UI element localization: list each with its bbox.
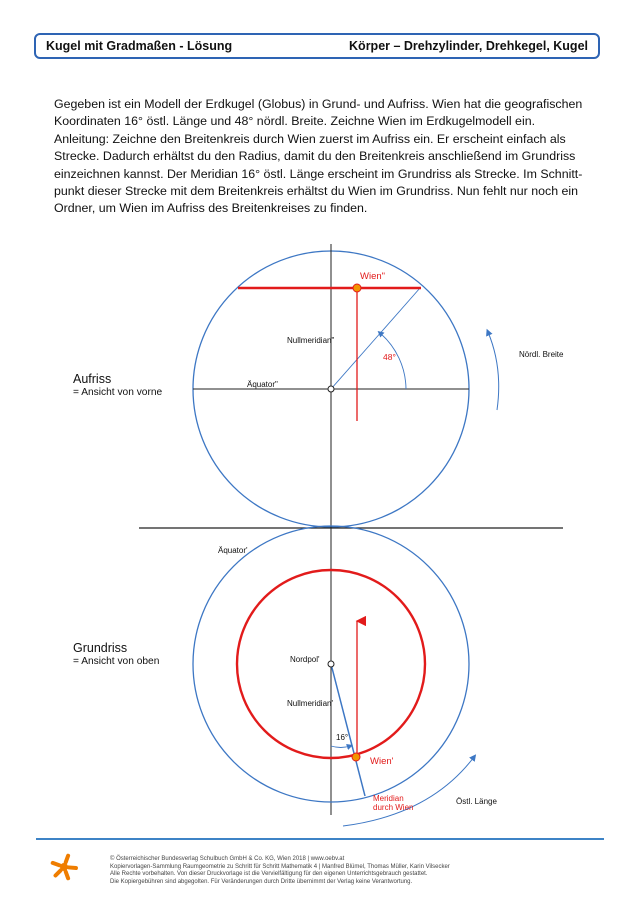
angle-label-16: 16° [336, 733, 349, 742]
nordpol-point [328, 661, 334, 667]
task-line: Gegeben ist ein Modell der Erdkugel (Globus) in Grund- und Aufriss. Wien hat die geografischen [54, 97, 583, 111]
meridian-label-line2: durch Wien [373, 803, 414, 812]
footer-line: © Österreichischer Bundesverlag Schulbuch GmbH & Co. KG, Wien 2018 | www.oebv.at [110, 856, 345, 862]
footer-copyright [110, 856, 580, 886]
publisher-logo [50, 853, 78, 881]
angle-arc-16 [331, 746, 350, 748]
task-line: Koordinaten 16° östl. Länge und 48° nördl. Breite. Zeichne Wien im Erdkugelmodell ein. [54, 114, 536, 129]
wien-label-grundriss: Wien' [370, 756, 394, 767]
nullmeridian-label-aufriss: Nullmeridian" [287, 336, 335, 345]
wien-point-grundriss [352, 753, 360, 761]
task-line: punkt dieser Strecke mit dem Breitenkreis erhältst du Wien im Grundriss. Nun fehlt nur noch ein [54, 184, 579, 199]
footer-line: Alle Rechte vorbehalten. Von dieser Druckvorlage ist die Vervielfältigung für den eigenen Unterrichtsgebrauch gestattet. [110, 871, 428, 878]
task-line: Ordner, um Wien im Aufriss des Breitenkreises zu finden. [54, 201, 368, 216]
longitude-direction-arrow [343, 757, 474, 826]
topic-title: Körper – Drehzylinder, Drehkegel, Kugel [349, 39, 588, 53]
noerdl-breite-label: Nördl. Breite [519, 350, 564, 359]
footer-line: Kopiervorlagen-Sammlung Raumgeometrie zu Schritt für Schritt Mathematik 4 | Manfred Blümel, Thomas Müller, Karin Vilsecker [110, 863, 450, 870]
task-line: Strecke. Dadurch erhältst du den Radius, damit du den Breitenkreis anschließend im Grundriss [54, 149, 576, 164]
latitude-direction-arrow [488, 332, 499, 410]
task-line: Anleitung: Zeichne den Breitenkreis durch Wien zuerst im Aufriss ein. Er erscheint einfach als [54, 131, 566, 146]
meridian-wien-line [331, 664, 365, 796]
grundriss-title: Grundriss [73, 641, 128, 655]
nordpol-label: Nordpol' [290, 655, 320, 664]
footer-divider [36, 838, 604, 840]
grundriss-subtitle: = Ansicht von oben [73, 656, 160, 667]
aufriss-subtitle: = Ansicht von vorne [73, 387, 163, 398]
worksheet-title: Kugel mit Gradmaßen - Lösung [46, 39, 233, 53]
footer-line: Die Kopiergebühren sind abgegolten. Für Veränderungen durch Dritte übernimmt der Verlag keine Verantwortung. [110, 878, 413, 885]
center-point-aufriss [328, 386, 334, 392]
latitude-radius-line [331, 288, 420, 389]
angle-label-48: 48° [383, 352, 396, 362]
aequator-label-aufriss: Äquator" [247, 380, 278, 389]
wien-point-aufriss [353, 284, 361, 292]
task-line: einzeichnen kannst. Der Meridian 16° östl. Länge erscheint im Grundriss als Strecke. Im Schnitt- [54, 166, 583, 181]
aequator-label-grundriss: Äquator' [218, 546, 248, 555]
aufriss-title: Aufriss [73, 372, 112, 386]
oestl-laenge-label: Östl. Länge [456, 797, 497, 806]
nullmeridian-label-grundriss: Nullmeridian' [287, 699, 333, 708]
wien-label-aufriss: Wien" [360, 271, 386, 282]
meridian-label-line1: Meridian [373, 794, 404, 803]
